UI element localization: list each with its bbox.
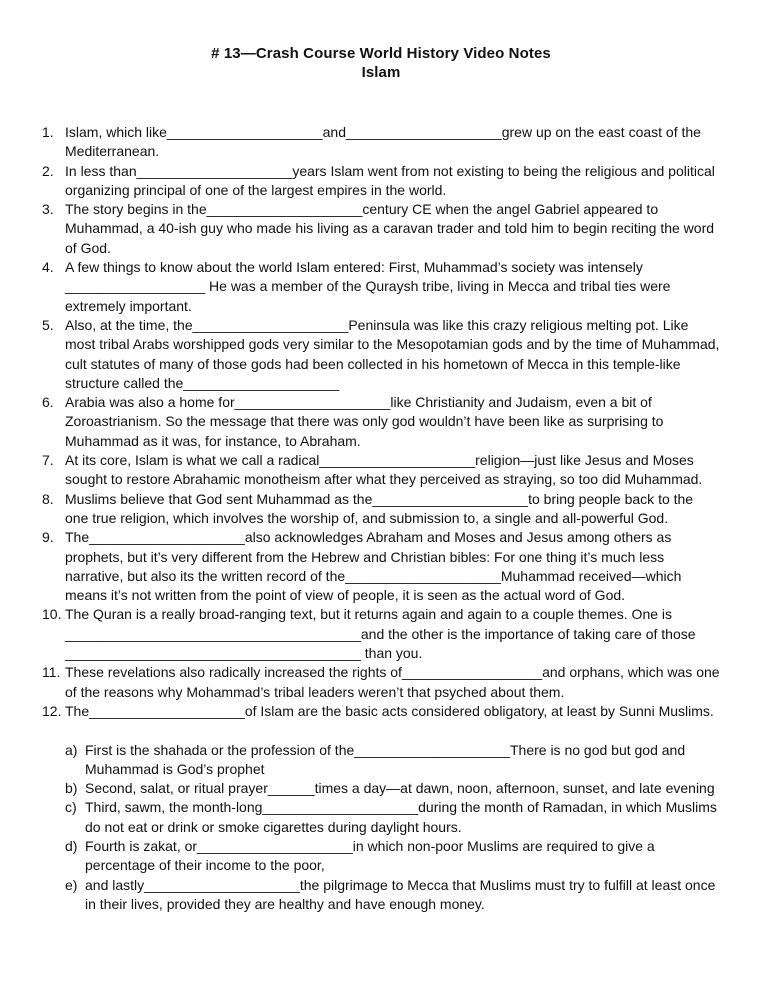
item-body-12 [65,702,720,914]
item-text: The story begins in the____________________century CE when the angel Gabriel appeared to Muhammad, a 40-ish guy who made his living as a caravan trader and told him to begin reciting the word of God. [65,201,715,256]
item-text: The____________________of Islam are the basic acts considered obligatory, at least by Sunni Muslims. [65,702,714,719]
item-number: 11. [42,664,61,681]
notes-list [42,123,720,914]
document-title [42,44,720,82]
item-number: 6. [42,394,54,411]
subitem-text: First is the shahada or the profession of the____________________There is no god but god and Muhammad is God’s prophet [85,741,686,777]
note-item-5 [42,316,720,393]
sub-item-a [65,741,720,780]
note-item-12 [42,702,720,914]
item-number: 1. [42,124,54,140]
item-text: Arabia was also a home for____________________like Christianity and Judaism, even a bit of Zoroastrianism. So the message that there was only god wouldn’t have been like as surprising to Muhammad as it was, for instance, to Abraham. [65,394,664,449]
title-line-2: Islam [361,64,401,81]
subitem-letter: a) [65,741,78,758]
five-pillars-sublist [65,741,720,915]
item-text: The____________________also acknowledges Abraham and Moses and Jesus among others as prophets, but it’s very different from the Hebrew and Christian bibles: For one thing it’s much less narrative, but also its the written record of the____________________Muhammad received—which means it’s not written from the point of view of people, it is seen as the actual word of God. [65,529,682,604]
note-item-2 [42,162,720,201]
item-text: Muslims believe that God sent Muhammad as the____________________to bring people back to the one true religion, which involves the worship of, and submission to, a single and all-powerful God. [65,490,694,526]
note-item-10 [42,605,720,663]
item-text: The Quran is a really broad-ranging text, but it returns again and again to a couple themes. One is ______________________________________and the other is the importance of taking care of those ______________________________________ than you. [65,606,696,662]
item-number: 12. [42,702,62,719]
item-text: At its core, Islam is what we call a radical____________________religion—just like Jesus and Moses sought to restore Abrahamic monotheism after what they perceived as straying, so too did Muhammad. [65,452,703,488]
item-text: In less than____________________years Islam went from not existing to being the religious and political organizing principal of one of the largest empires in the world. [65,162,715,198]
item-number: 10. [42,606,62,623]
subitem-letter: d) [65,837,78,854]
note-item-7 [42,451,720,490]
item-number: 4. [42,259,54,276]
item-number: 5. [42,316,54,333]
item-text: Islam, which like____________________and____________________grew up on the east coast of the Mediterranean. [65,124,701,160]
sub-item-d [65,837,720,876]
subitem-text: Fourth is zakat, or____________________in which non-poor Muslims are required to give a percentage of their income to the poor, [85,837,655,874]
note-item-6 [42,393,720,451]
note-item-4 [42,258,720,316]
item-number: 7. [42,452,54,469]
subitem-letter: b) [65,780,78,797]
note-item-1 [42,123,720,162]
item-text: A few things to know about the world Islam entered: First, Muhammad’s society was intensely __________________ He was a member of the Quraysh tribe, living in Mecca and tribal ties were extremely important. [65,259,671,314]
subitem-text: Third, sawm, the month-long____________________during the month of Ramadan, in which Muslims do not eat or drink or smoke cigarettes during daylight hours. [85,799,717,835]
sub-item-e [65,876,720,915]
item-text: Also, at the time, the____________________Peninsula was like this crazy religious melting pot. Like most tribal Arabs worshipped gods very similar to the Mesopotamian gods and by the time of Muhammad, cult statutes of many of those gods had been collected in his hometown of Mecca in this temple-like structure called the____________________ [65,316,720,391]
title-line-1: # 13—Crash Course World History Video Notes [211,45,551,62]
item-text: These revelations also radically increased the rights of__________________and orphans, which was one of the reasons why Mohammad’s tribal leaders weren’t that psyched about them. [65,664,720,700]
note-item-11 [42,663,720,702]
note-item-9 [42,528,720,605]
item-number: 8. [42,490,54,507]
subitem-letter: c) [65,799,77,816]
note-item-8 [42,490,720,529]
subitem-text: Second, salat, or ritual prayer______times a day—at dawn, noon, afternoon, sunset, and late evening [85,780,715,797]
item-number: 2. [42,162,54,179]
sub-item-b [65,779,720,798]
note-item-3 [42,200,720,258]
sub-item-c [65,798,720,837]
item-number: 9. [42,529,54,546]
subitem-text: and lastly____________________the pilgrimage to Mecca that Muslims must try to fulfill at least once in their lives, provided they are healthy and have enough money. [85,876,716,912]
subitem-letter: e) [65,876,78,893]
item-number: 3. [42,201,54,218]
